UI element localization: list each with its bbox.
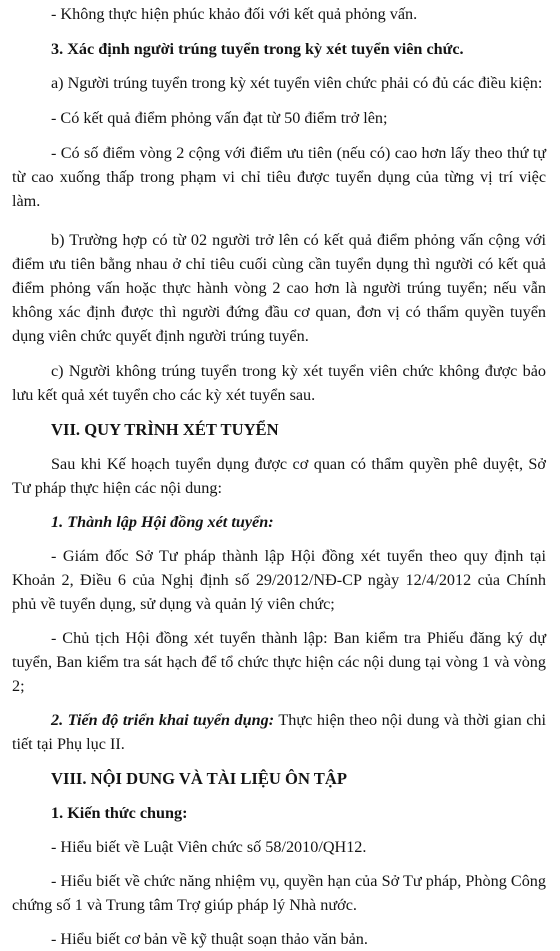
section-heading-viii: VIII. NỘI DUNG VÀ TÀI LIỆU ÔN TẬP [51, 769, 347, 788]
progress-text: Thực hiện theo nội dung và thời gian chi tiết tại Phụ lục II. [12, 711, 546, 753]
paragraph-round2-score: - Có số điểm vòng 2 cộng với điểm ưu tiên (nếu có) cao hơn lấy theo thứ tự từ cao xuống thấp trong phạm vi chỉ tiêu được tuyển dụng của từng vị trí việc làm. [12, 144, 546, 210]
paragraph-no-review: - Không thực hiện phúc khảo đối với kết quả phỏng vấn. [51, 5, 418, 23]
paragraph-functions: - Hiểu biết về chức năng nhiệm vụ, quyền hạn của Sở Tư pháp, Phòng Công chứng số 1 và Trung tâm Trợ giúp pháp lý Nhà nước. [12, 872, 546, 914]
paragraph-after-approval: Sau khi Kế hoạch tuyển dụng được cơ quan có thẩm quyền phê duyệt, Sở Tư pháp thực hiện các nội dung: [12, 455, 546, 497]
paragraph-director-council: - Giám đốc Sở Tư pháp thành lập Hội đồng xét tuyển theo quy định tại Khoản 2, Điều 6 của Nghị định số 29/2012/NĐ-CP ngày 12/4/2012 của Chính phủ về tuyển dụng, sử dụng và quản lý viên chức; [12, 547, 546, 613]
paragraph-chair-boards: - Chủ tịch Hội đồng xét tuyển thành lập: Ban kiểm tra Phiếu đăng ký dự tuyển, Ban kiểm tra sát hạch để tổ chức thực hiện các nội dung tại vòng 1 và vòng 2; [12, 629, 546, 695]
progress-label: 2. Tiến độ triển khai tuyển dụng: [51, 711, 275, 729]
paragraph-no-reserve: c) Người không trúng tuyển trong kỳ xét tuyển viên chức không được bảo lưu kết quả xét tuyển cho các kỳ xét tuyển sau. [12, 362, 546, 404]
paragraph-interview-score: - Có kết quả điểm phỏng vấn đạt từ 50 điểm trở lên; [51, 109, 388, 127]
paragraph-tie-case: b) Trường hợp có từ 02 người trở lên có kết quả điểm phỏng vấn cộng với điểm ưu tiên bằng nhau ở chỉ tiêu cuối cùng cần tuyển dụng thì người có kết quả điểm phỏng vấn hoặc thực hành vòng 2 cao hơn là người trúng tuyển; nếu vẫn không xác định được thì người đứng đầu cơ quan, đơn vị có thẩm quyền tuyển dụng viên chức quyết định người trúng tuyển. [12, 231, 546, 345]
paragraph-progress [0, 708, 560, 756]
paragraph-conditions: a) Người trúng tuyển trong kỳ xét tuyển viên chức phải có đủ các điều kiện: [51, 74, 543, 92]
section-heading-vii: VII. QUY TRÌNH XÉT TUYỂN [51, 420, 279, 439]
paragraph-civil-servant-law: - Hiểu biết về Luật Viên chức số 58/2010/QH12. [51, 838, 367, 856]
paragraph-drafting: - Hiểu biết cơ bản về kỹ thuật soạn thảo văn bản. [51, 930, 368, 948]
subheading-council: 1. Thành lập Hội đồng xét tuyển: [51, 513, 274, 531]
subheading-general-knowledge: 1. Kiến thức chung: [51, 804, 188, 822]
heading-determine-winners: 3. Xác định người trúng tuyển trong kỳ xét tuyển viên chức. [51, 40, 464, 58]
